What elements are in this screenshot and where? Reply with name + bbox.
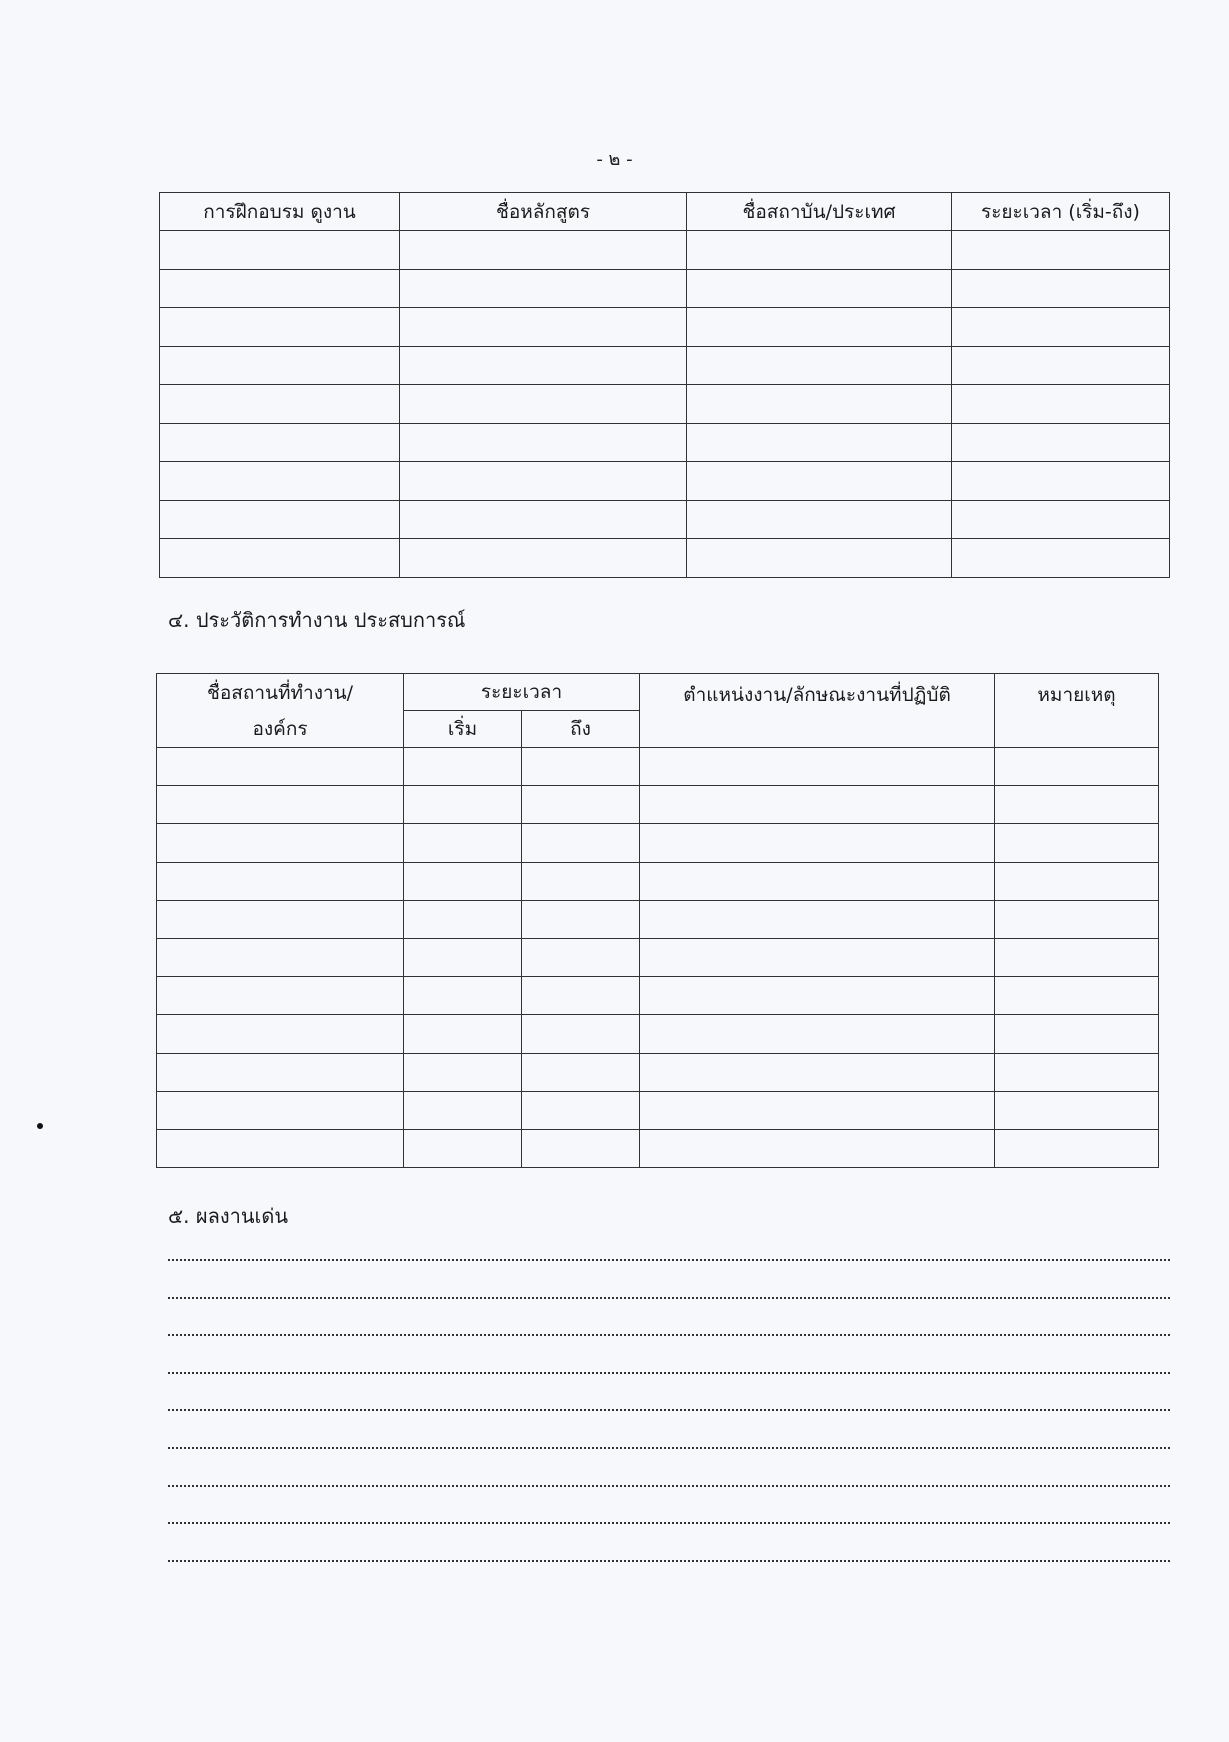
- work-header-workplace-line1: ชื่อสถานที่ทำงาน/: [206, 681, 354, 704]
- work-history-cell[interactable]: [404, 1129, 522, 1167]
- work-header-start: เริ่ม: [404, 711, 522, 748]
- work-history-cell[interactable]: [640, 1129, 995, 1167]
- training-table-cell[interactable]: [952, 462, 1170, 501]
- training-header-institution: ชื่อสถาบัน/ประเทศ: [687, 193, 952, 231]
- training-table-row: [160, 539, 1170, 578]
- work-history-row: [157, 938, 1159, 976]
- work-history-cell[interactable]: [157, 900, 404, 938]
- training-table-cell[interactable]: [952, 385, 1170, 424]
- training-table-cell[interactable]: [400, 500, 687, 539]
- work-history-row: [157, 786, 1159, 824]
- training-table-cell[interactable]: [687, 269, 952, 308]
- training-table: [159, 192, 1170, 578]
- training-table-cell[interactable]: [160, 539, 400, 578]
- training-header-course-name: ชื่อหลักสูตร: [400, 193, 687, 231]
- work-history-cell[interactable]: [995, 977, 1159, 1015]
- work-header-workplace-line2: องค์กร: [252, 717, 308, 740]
- training-table-cell[interactable]: [400, 539, 687, 578]
- work-history-cell[interactable]: [404, 900, 522, 938]
- training-table-cell[interactable]: [952, 308, 1170, 347]
- work-history-cell[interactable]: [522, 748, 640, 786]
- work-header-position: ตำแหน่งงาน/ลักษณะงานที่ปฏิบัติ: [640, 674, 995, 748]
- work-history-cell[interactable]: [640, 1091, 995, 1129]
- training-table-cell[interactable]: [400, 308, 687, 347]
- work-history-cell[interactable]: [157, 862, 404, 900]
- training-table-cell[interactable]: [160, 423, 400, 462]
- achievement-dotted-line[interactable]: [168, 1485, 1170, 1487]
- work-history-cell[interactable]: [157, 1129, 404, 1167]
- work-history-cell[interactable]: [157, 1091, 404, 1129]
- training-table-row: [160, 269, 1170, 308]
- achievement-dotted-line[interactable]: [168, 1334, 1170, 1336]
- achievement-dotted-line[interactable]: [168, 1447, 1170, 1449]
- work-history-cell[interactable]: [404, 862, 522, 900]
- work-history-cell[interactable]: [157, 824, 404, 862]
- work-history-cell[interactable]: [522, 786, 640, 824]
- work-header-end: ถึง: [522, 711, 640, 748]
- training-table-cell[interactable]: [687, 500, 952, 539]
- work-history-cell[interactable]: [522, 900, 640, 938]
- achievement-dotted-line[interactable]: [168, 1409, 1170, 1411]
- work-history-cell[interactable]: [522, 977, 640, 1015]
- training-table-cell[interactable]: [687, 462, 952, 501]
- work-history-cell[interactable]: [404, 1015, 522, 1053]
- work-history-cell[interactable]: [995, 1015, 1159, 1053]
- work-history-cell[interactable]: [404, 977, 522, 1015]
- work-history-cell[interactable]: [522, 862, 640, 900]
- work-history-cell[interactable]: [157, 748, 404, 786]
- training-table-cell[interactable]: [160, 462, 400, 501]
- work-history-row: [157, 1015, 1159, 1053]
- work-history-cell[interactable]: [404, 786, 522, 824]
- training-table-cell[interactable]: [687, 308, 952, 347]
- training-table-cell[interactable]: [400, 231, 687, 270]
- training-table-cell[interactable]: [400, 385, 687, 424]
- work-history-table: [156, 673, 1159, 1168]
- work-history-cell[interactable]: [522, 1091, 640, 1129]
- training-table-row: [160, 308, 1170, 347]
- training-table-cell[interactable]: [160, 385, 400, 424]
- training-table-cell[interactable]: [952, 500, 1170, 539]
- training-table-cell[interactable]: [160, 269, 400, 308]
- training-table-cell[interactable]: [400, 346, 687, 385]
- work-history-cell[interactable]: [157, 1015, 404, 1053]
- work-header-remarks: หมายเหตุ: [995, 674, 1159, 748]
- training-table-cell[interactable]: [952, 346, 1170, 385]
- work-history-cell[interactable]: [404, 1091, 522, 1129]
- work-history-cell[interactable]: [522, 938, 640, 976]
- training-table-cell[interactable]: [400, 462, 687, 501]
- training-table-cell[interactable]: [687, 423, 952, 462]
- work-history-cell[interactable]: [404, 748, 522, 786]
- work-history-cell[interactable]: [157, 938, 404, 976]
- training-table-row: [160, 385, 1170, 424]
- work-history-cell[interactable]: [995, 786, 1159, 824]
- training-table-cell[interactable]: [687, 539, 952, 578]
- work-history-cell[interactable]: [404, 1053, 522, 1091]
- work-history-cell[interactable]: [995, 938, 1159, 976]
- work-history-row: [157, 748, 1159, 786]
- achievement-dotted-line[interactable]: [168, 1372, 1170, 1374]
- achievement-dotted-line[interactable]: [168, 1297, 1170, 1299]
- work-history-cell[interactable]: [404, 938, 522, 976]
- achievement-dotted-line[interactable]: [168, 1259, 1170, 1261]
- work-history-cell[interactable]: [640, 900, 995, 938]
- work-history-cell[interactable]: [640, 977, 995, 1015]
- work-history-cell[interactable]: [640, 748, 995, 786]
- work-history-cell[interactable]: [640, 786, 995, 824]
- training-table-cell[interactable]: [687, 346, 952, 385]
- work-history-row: [157, 1129, 1159, 1167]
- achievement-dotted-line[interactable]: [168, 1522, 1170, 1524]
- training-table-row: [160, 462, 1170, 501]
- work-header-duration: ระยะเวลา: [404, 674, 640, 711]
- training-table-cell[interactable]: [952, 231, 1170, 270]
- work-history-header-row-1: [157, 674, 1159, 711]
- work-history-table-body: [157, 748, 1159, 1168]
- training-table-cell[interactable]: [687, 231, 952, 270]
- work-history-cell[interactable]: [522, 1015, 640, 1053]
- work-history-cell[interactable]: [995, 1053, 1159, 1091]
- training-header-duration: ระยะเวลา (เริ่ม-ถึง): [952, 193, 1170, 231]
- work-history-cell[interactable]: [522, 1053, 640, 1091]
- work-history-cell[interactable]: [157, 977, 404, 1015]
- work-history-cell[interactable]: [995, 900, 1159, 938]
- work-history-cell[interactable]: [157, 786, 404, 824]
- work-history-row: [157, 900, 1159, 938]
- training-table-cell[interactable]: [400, 423, 687, 462]
- work-history-cell[interactable]: [640, 862, 995, 900]
- training-table-row: [160, 346, 1170, 385]
- work-history-cell[interactable]: [157, 1053, 404, 1091]
- work-history-cell[interactable]: [640, 824, 995, 862]
- training-table-cell[interactable]: [952, 269, 1170, 308]
- work-history-row: [157, 824, 1159, 862]
- work-history-cell[interactable]: [640, 1053, 995, 1091]
- training-table-row: [160, 231, 1170, 270]
- scan-speck: [37, 1123, 43, 1129]
- work-history-cell[interactable]: [522, 824, 640, 862]
- section-5-title: ๕. ผลงานเด่น: [168, 1204, 288, 1228]
- training-table-cell[interactable]: [160, 308, 400, 347]
- work-header-workplace: [157, 674, 404, 748]
- work-history-row: [157, 1053, 1159, 1091]
- training-table-cell[interactable]: [160, 346, 400, 385]
- work-history-cell[interactable]: [995, 862, 1159, 900]
- training-header-training: การฝึกอบรม ดูงาน: [160, 193, 400, 231]
- training-table-cell[interactable]: [160, 231, 400, 270]
- work-history-cell[interactable]: [995, 824, 1159, 862]
- work-history-cell[interactable]: [404, 824, 522, 862]
- work-history-cell[interactable]: [640, 938, 995, 976]
- training-table-cell[interactable]: [160, 500, 400, 539]
- work-history-row: [157, 1091, 1159, 1129]
- work-history-cell[interactable]: [995, 1091, 1159, 1129]
- training-table-cell[interactable]: [952, 423, 1170, 462]
- training-table-cell[interactable]: [400, 269, 687, 308]
- training-table-header-row: [160, 193, 1170, 231]
- training-table-cell[interactable]: [687, 385, 952, 424]
- training-table-row: [160, 500, 1170, 539]
- achievement-dotted-line[interactable]: [168, 1560, 1170, 1562]
- training-table-row: [160, 423, 1170, 462]
- page-number: - ๒ -: [596, 149, 633, 170]
- section-4-title: ๔. ประวัติการทำงาน ประสบการณ์: [168, 608, 466, 632]
- work-history-cell[interactable]: [995, 1129, 1159, 1167]
- training-table-cell[interactable]: [952, 539, 1170, 578]
- work-history-cell[interactable]: [995, 748, 1159, 786]
- work-history-cell[interactable]: [522, 1129, 640, 1167]
- training-table-body: [160, 231, 1170, 578]
- work-history-row: [157, 977, 1159, 1015]
- work-history-row: [157, 862, 1159, 900]
- work-history-cell[interactable]: [640, 1015, 995, 1053]
